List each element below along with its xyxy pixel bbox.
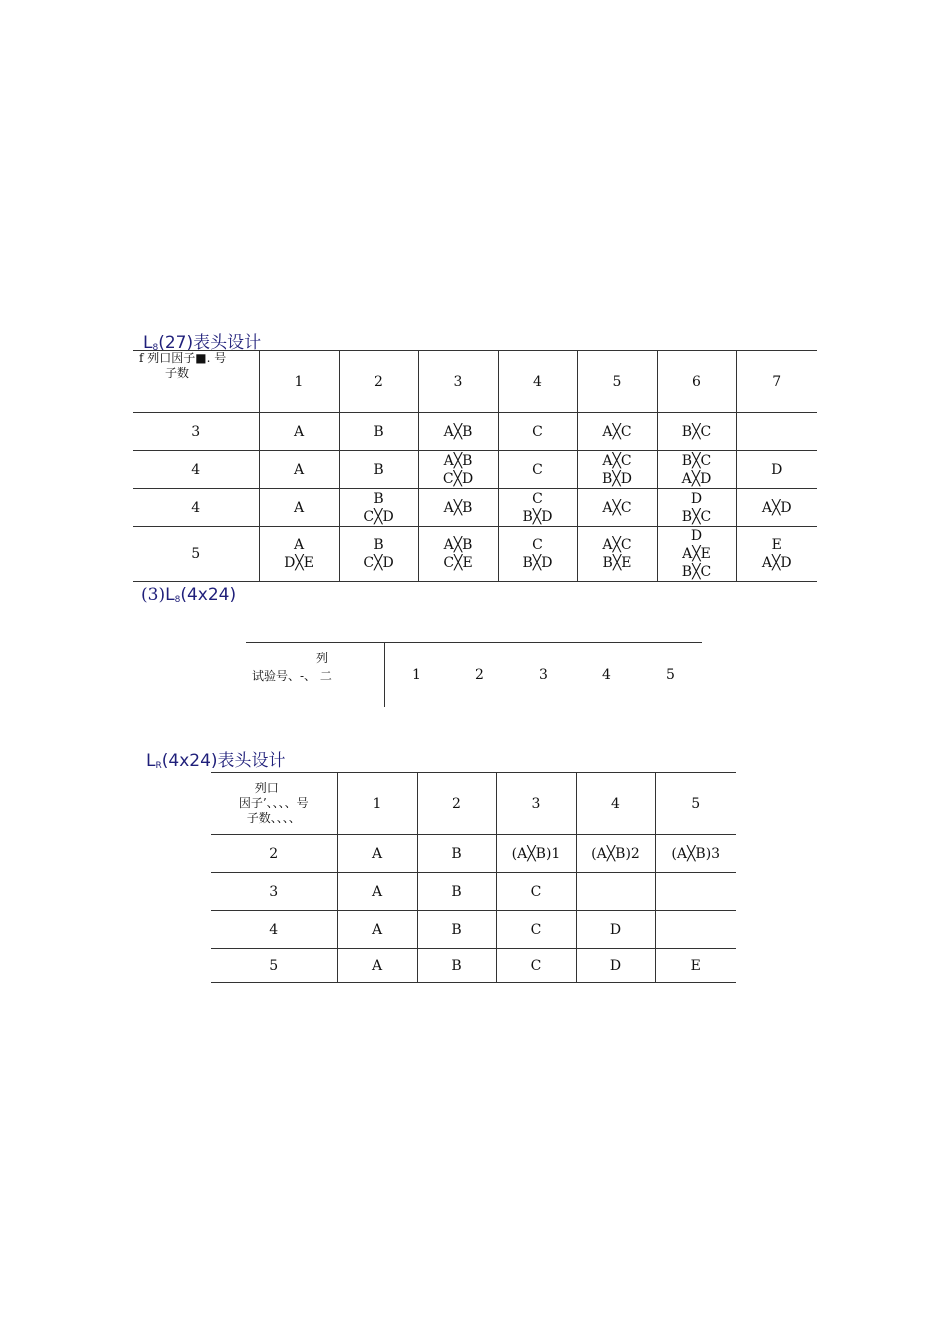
table1-header-row (133, 351, 817, 413)
table-cell: E (655, 949, 736, 983)
cell-entry: B╳E (602, 555, 632, 571)
table-cell (577, 489, 657, 527)
section2-header (246, 642, 702, 707)
column-header: 7 (736, 351, 817, 413)
table-cell (339, 489, 418, 527)
table-cell: A (337, 873, 417, 911)
table-row (211, 911, 736, 949)
row-factor-count: 4 (191, 461, 201, 478)
cell-entry: B╳D (522, 508, 553, 525)
table-cell (418, 451, 498, 489)
table-cell (577, 451, 657, 489)
cell-entry: B╳C (681, 508, 712, 525)
table-cell: A (337, 949, 417, 983)
table-cell: B (417, 835, 496, 873)
table-cell (418, 413, 498, 451)
cell-entry: B╳D (522, 555, 553, 571)
table-cell: D (576, 949, 655, 983)
cell-entry: C (532, 423, 543, 440)
table1-title: $L_8(27)$表头设计 (143, 333, 262, 353)
table-cell: (A╳B)1 (496, 835, 576, 873)
column-header: 5 (577, 351, 657, 413)
table-row (211, 873, 736, 911)
cell-entry: A╳B (443, 423, 473, 440)
cell-entry: A (293, 537, 305, 553)
table1-corner-header (133, 351, 259, 413)
cell-entry: D (690, 528, 703, 544)
table1 (133, 350, 817, 582)
cell-entry: C╳D (363, 555, 394, 571)
table-cell (736, 527, 817, 582)
cell-entry: A╳B (443, 499, 473, 516)
corner-label-line1: 列口 (254, 781, 279, 795)
cell-entry: B╳D (602, 470, 632, 487)
row-factor-count: 3 (191, 423, 201, 440)
table-cell (736, 451, 817, 489)
table-cell (339, 413, 418, 451)
table3 (211, 772, 736, 983)
table-cell (498, 413, 577, 451)
corner-label-line3: 子数、、、、 (246, 811, 301, 825)
table-cell (577, 527, 657, 582)
row-factor-count: 3 (269, 883, 279, 900)
cell-entry: A (293, 461, 305, 478)
table-cell (498, 451, 577, 489)
row-factor-count: 5 (191, 546, 201, 562)
cell-entry: B╳C (681, 452, 712, 469)
cell-entry: B (373, 490, 384, 507)
corner-label-line2: 因子’、、、、号 (238, 796, 309, 810)
section2-title: $(3)L_8(4x24)$ (141, 585, 237, 605)
table-cell: B (417, 949, 496, 983)
table-cell (259, 489, 339, 527)
corner-label-line1: f 列口因子■. 号 (139, 351, 227, 365)
column-header: 6 (657, 351, 736, 413)
table-cell (259, 413, 339, 451)
cell-entry: E (771, 537, 782, 553)
table-row (211, 835, 736, 873)
section2-divider (384, 643, 385, 707)
corner-label-line2: 子数 (165, 366, 190, 380)
cell-entry: A╳C (602, 499, 632, 516)
cell-entry: A (293, 499, 305, 516)
cell-entry: B (373, 423, 384, 440)
table3-title: $L_R(4x24)$表头设计 (146, 751, 286, 771)
column-header: 2 (417, 773, 496, 835)
cell-entry: B╳C (681, 564, 712, 580)
section2-column-number: 2 (475, 667, 484, 683)
column-header: 1 (337, 773, 417, 835)
column-header: 4 (498, 351, 577, 413)
cell-entry: A╳E (682, 546, 711, 562)
table-cell (339, 451, 418, 489)
cell-entry: C (532, 461, 543, 478)
table-row (133, 451, 817, 489)
table-cell (498, 489, 577, 527)
cell-entry: A╳C (602, 423, 632, 440)
table-cell (576, 873, 655, 911)
column-header: 3 (496, 773, 576, 835)
cell-entry: B (373, 537, 384, 553)
table-row (133, 527, 817, 582)
cell-entry: C╳D (363, 508, 394, 525)
table-cell: (A╳B)2 (576, 835, 655, 873)
section2-column-number: 5 (666, 667, 675, 683)
table-cell: D (576, 911, 655, 949)
table-cell: C (496, 949, 576, 983)
cell-entry: C╳D (442, 470, 474, 487)
cell-entry: A╳C (602, 452, 632, 469)
table-cell (655, 911, 736, 949)
table-row (133, 489, 817, 527)
section2-column-number: 3 (539, 667, 548, 683)
table-cell: A (337, 835, 417, 873)
column-header: 2 (339, 351, 418, 413)
row-factor-count: 4 (269, 921, 279, 938)
table-cell: C (496, 873, 576, 911)
table-cell (577, 413, 657, 451)
section2-trial-label: 试验号、-、 二 (252, 669, 332, 683)
section2-column-label: 列 (316, 651, 329, 665)
table-cell: (A╳B)3 (655, 835, 736, 873)
cell-entry: A (293, 423, 305, 440)
row-factor-count: 5 (269, 957, 279, 974)
table-cell (736, 489, 817, 527)
table-cell (259, 527, 339, 582)
table-cell (657, 451, 736, 489)
table-cell: C (496, 911, 576, 949)
cell-entry: A╳C (602, 537, 632, 553)
table-cell: B (417, 911, 496, 949)
table-cell (657, 489, 736, 527)
table-cell (736, 413, 817, 451)
cell-entry: D╳E (284, 555, 314, 571)
table-cell (498, 527, 577, 582)
column-header: 4 (576, 773, 655, 835)
section2-column-number: 4 (602, 667, 611, 683)
column-header: 3 (418, 351, 498, 413)
column-header: 5 (655, 773, 736, 835)
cell-entry: C╳E (443, 555, 473, 571)
cell-entry: D (690, 490, 703, 507)
cell-entry: B (373, 461, 384, 478)
table-cell (655, 873, 736, 911)
cell-entry: A╳D (681, 470, 712, 487)
cell-entry: C (532, 537, 543, 553)
table-row (133, 413, 817, 451)
section2-column-number: 1 (412, 667, 421, 683)
cell-entry: A╳D (761, 555, 792, 571)
table3-corner-header (211, 773, 337, 835)
table-cell (657, 527, 736, 582)
row-factor-count: 2 (269, 845, 279, 862)
table-cell (339, 527, 418, 582)
table-cell (418, 527, 498, 582)
cell-entry: D (771, 461, 783, 478)
cell-entry: B╳C (681, 423, 712, 440)
cell-entry: A╳B (443, 452, 473, 469)
table-cell (657, 413, 736, 451)
table-cell (418, 489, 498, 527)
cell-entry: C (532, 490, 543, 507)
table-row (211, 949, 736, 983)
table-cell (259, 451, 339, 489)
cell-entry: A╳B (443, 537, 473, 553)
column-header: 1 (259, 351, 339, 413)
table-cell: B (417, 873, 496, 911)
row-factor-count: 4 (191, 499, 201, 516)
table-cell: A (337, 911, 417, 949)
cell-entry: A╳D (761, 499, 792, 516)
table3-header-row (211, 773, 736, 835)
